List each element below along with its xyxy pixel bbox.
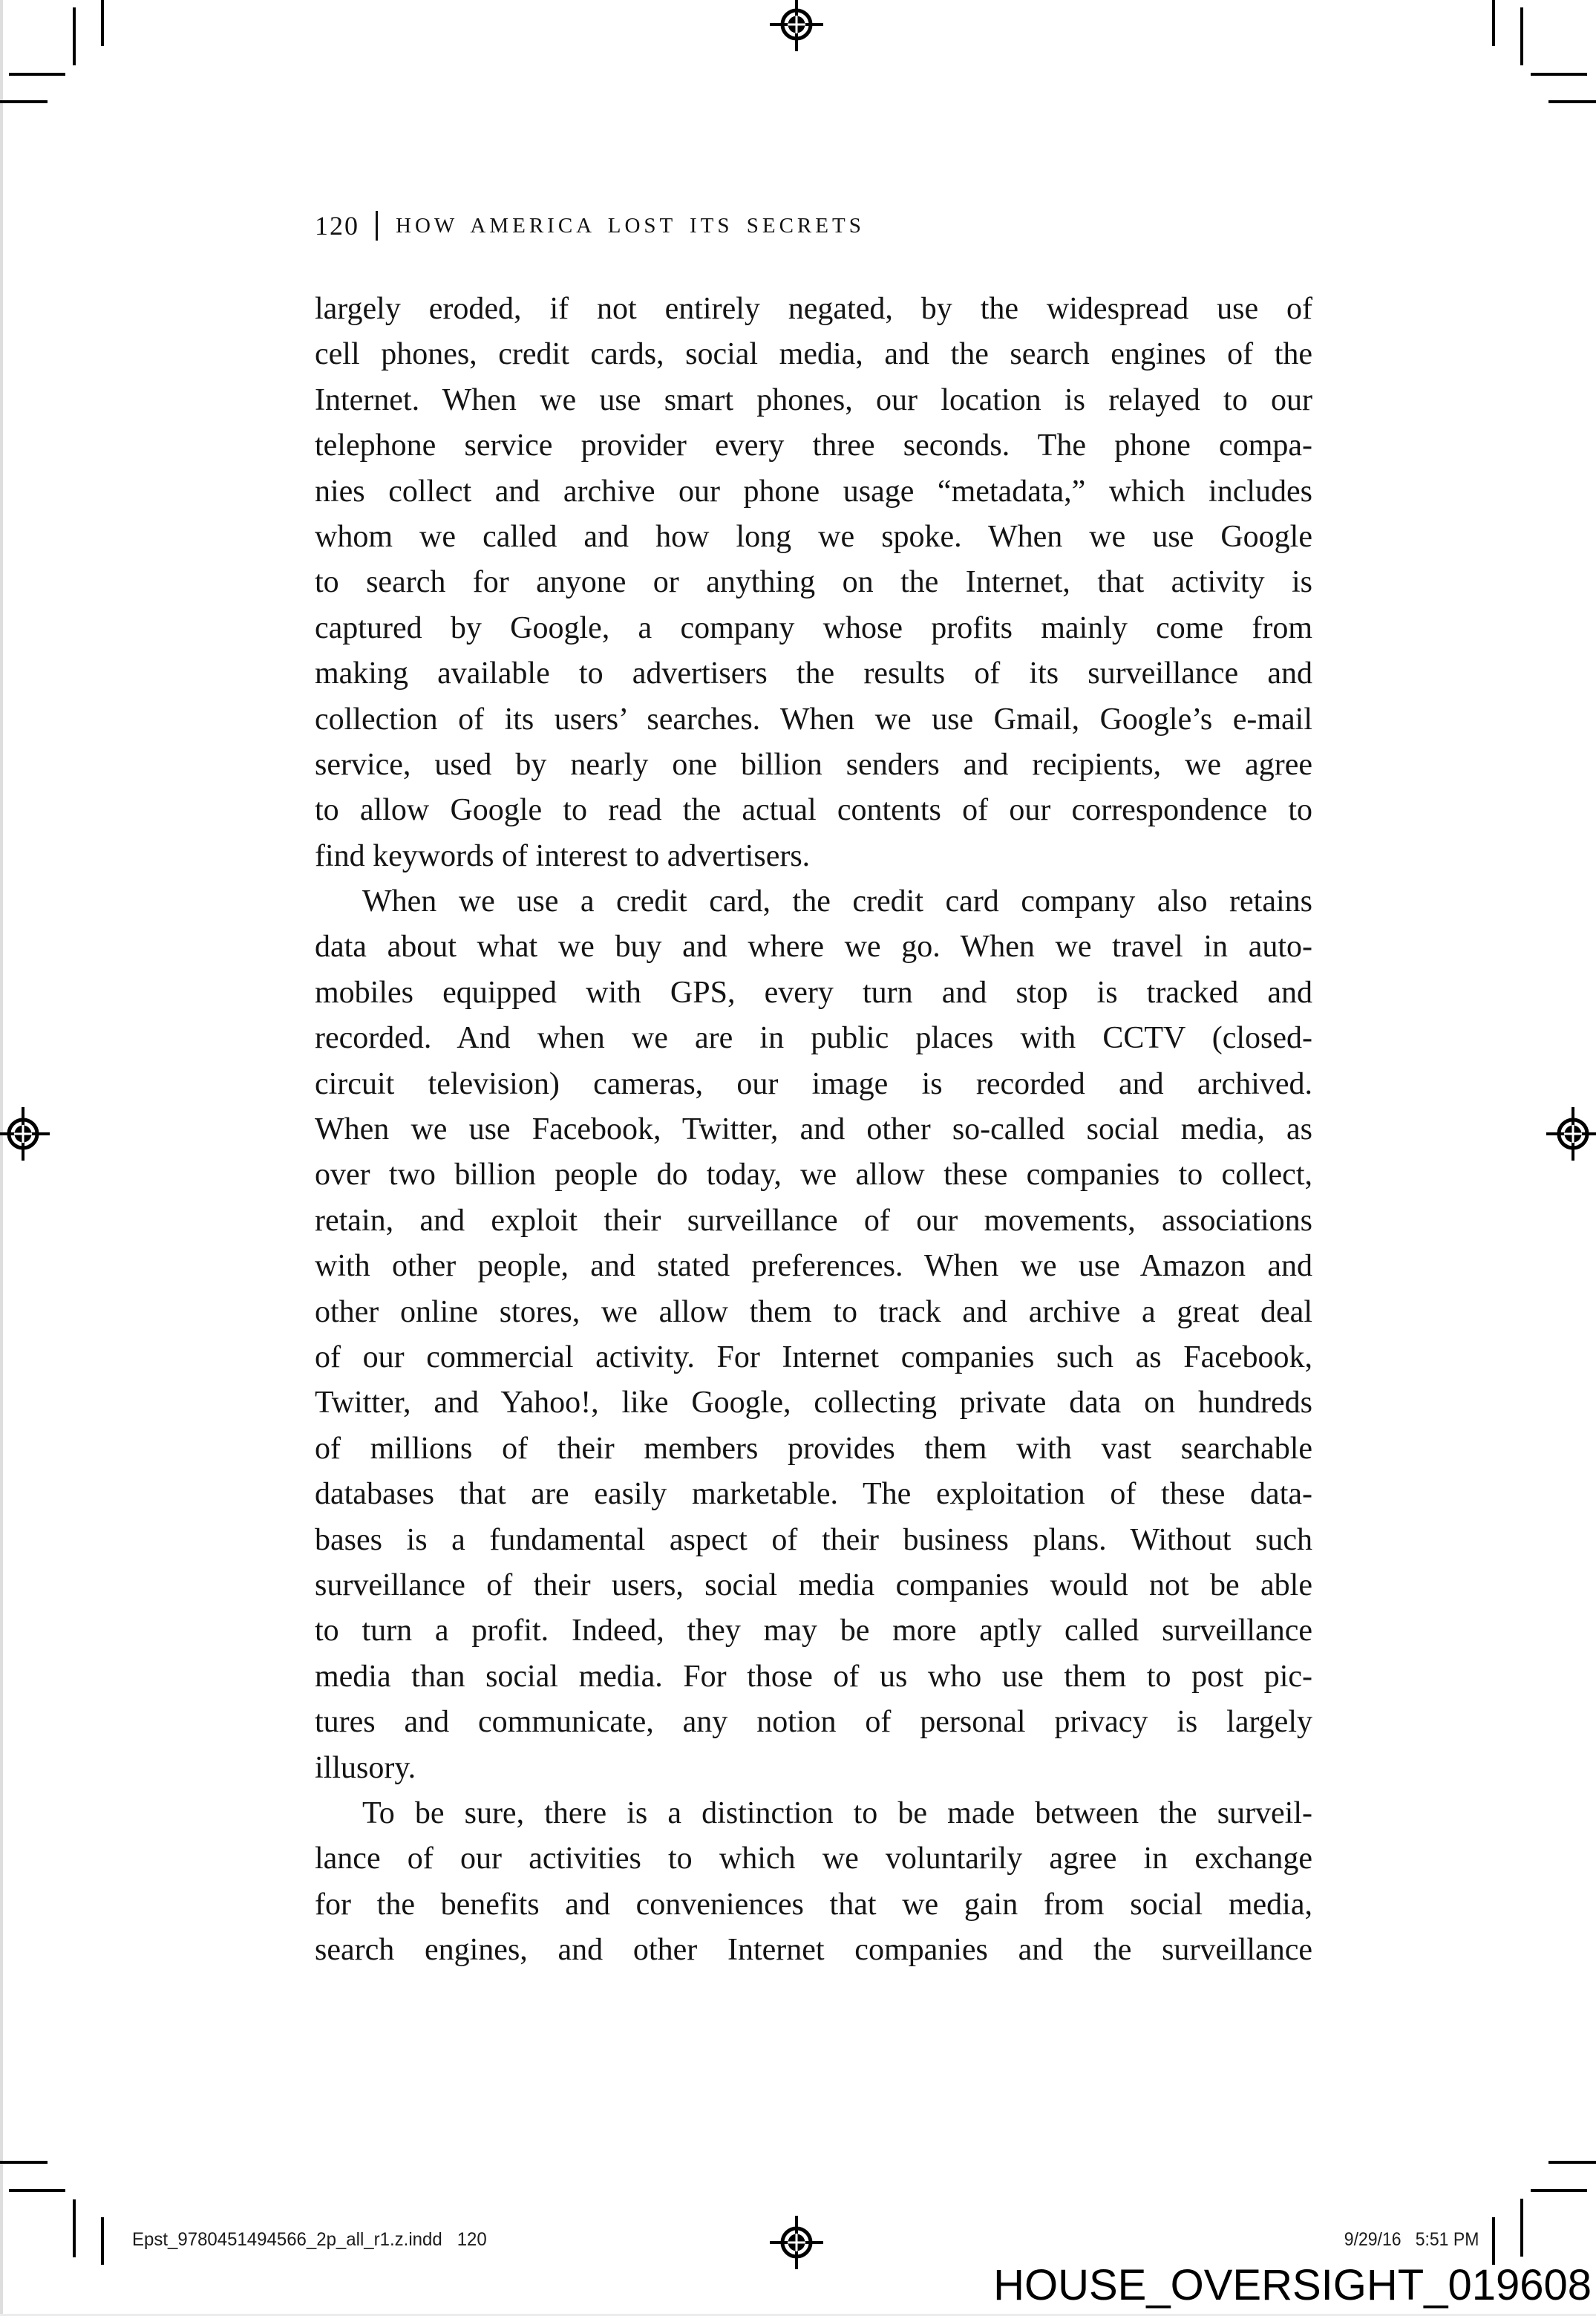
crop-mark xyxy=(73,7,76,65)
body-line: tures and communicate, any notion of personal privacy is largely xyxy=(315,1705,1312,1740)
body-line: lance of our activities to which we voluntarily agree in exchange xyxy=(315,1842,1312,1876)
header-divider xyxy=(376,211,378,241)
crop-mark xyxy=(1548,100,1596,103)
running-head xyxy=(315,209,865,243)
crop-mark xyxy=(101,0,104,46)
body-line: search engines, and other Internet companies and the surveillance xyxy=(315,1933,1312,1968)
body-line: When we use Facebook, Twitter, and other so-called social media, as xyxy=(315,1112,1312,1147)
page-number: 120 xyxy=(315,211,359,241)
registration-mark-icon xyxy=(1543,1104,1596,1164)
crop-mark xyxy=(1492,2217,1495,2265)
body-line: cell phones, credit cards, social media, and the search engines of the xyxy=(315,337,1312,372)
body-line: To be sure, there is a distinction to be made between the surveil- xyxy=(362,1795,1312,1830)
body-line: telephone service provider every three seconds. The phone compa- xyxy=(315,428,1312,463)
body-line: Internet. When we use smart phones, our location is relayed to our xyxy=(315,382,1312,417)
body-line: find keywords of interest to advertisers. xyxy=(315,838,811,873)
body-line: illusory. xyxy=(315,1750,416,1785)
body-line: media than social media. For those of us who use them to post pic- xyxy=(315,1659,1312,1694)
crop-mark xyxy=(1520,7,1523,65)
body-line: other online stores, we allow them to track and archive a great deal xyxy=(315,1294,1312,1329)
registration-mark-icon xyxy=(0,1104,53,1164)
crop-mark xyxy=(0,100,48,103)
crop-mark xyxy=(1492,0,1495,46)
body-line: to allow Google to read the actual contents of our correspondence to xyxy=(315,793,1312,828)
body-text xyxy=(315,287,1312,1973)
body-line: recorded. And when we are in public places with CCTV (closed- xyxy=(315,1021,1312,1056)
body-line: mobiles equipped with GPS, every turn and stop is tracked and xyxy=(315,975,1312,1010)
print-slug-timestamp: 9/29/16 5:51 PM xyxy=(1344,2229,1479,2250)
book-title: HOW AMERICA LOST ITS SECRETS xyxy=(396,213,865,238)
body-line: data about what we buy and where we go. When we travel in auto- xyxy=(315,930,1312,965)
crop-mark xyxy=(9,73,65,76)
body-line: retain, and exploit their surveillance of our movements, associations xyxy=(315,1203,1312,1238)
body-line: nies collect and archive our phone usage “metadata,” which includes xyxy=(315,474,1312,509)
registration-mark-icon xyxy=(767,2213,826,2272)
bates-stamp: HOUSE_OVERSIGHT_019608 xyxy=(993,2261,1592,2309)
crop-mark xyxy=(0,2161,48,2164)
body-line: circuit television) cameras, our image is recorded and archived. xyxy=(315,1066,1312,1101)
body-line: for the benefits and conveniences that we gain from social media, xyxy=(315,1887,1312,1922)
body-line: captured by Google, a company whose profits mainly come from xyxy=(315,610,1312,645)
crop-mark xyxy=(9,2189,65,2192)
body-line: largely eroded, if not entirely negated, by the widespread use of xyxy=(315,292,1312,326)
crop-mark xyxy=(1531,73,1587,76)
crop-mark xyxy=(73,2199,76,2257)
body-line: collection of its users’ searches. When we use Gmail, Google’s e-mail xyxy=(315,702,1312,737)
crop-mark xyxy=(1520,2199,1523,2257)
body-line: over two billion people do today, we allow these companies to collect, xyxy=(315,1158,1312,1193)
body-line: whom we called and how long we spoke. When we use Google xyxy=(315,519,1312,554)
body-line: with other people, and stated preferences. When we use Amazon and xyxy=(315,1249,1312,1284)
body-line: databases that are easily marketable. The exploitation of these data- xyxy=(315,1477,1312,1512)
crop-mark xyxy=(101,2217,104,2265)
body-line: When we use a credit card, the credit card company also retains xyxy=(362,884,1312,919)
body-line: surveillance of their users, social media companies would not be able xyxy=(315,1568,1312,1602)
print-slug-filename: Epst_9780451494566_2p_all_r1.z.indd 120 xyxy=(132,2229,487,2250)
body-line: of our commercial activity. For Internet companies such as Facebook, xyxy=(315,1340,1312,1374)
crop-mark xyxy=(1548,2161,1596,2164)
body-line: Twitter, and Yahoo!, like Google, collecting private data on hundreds xyxy=(315,1386,1312,1420)
crop-mark xyxy=(1531,2189,1587,2192)
body-line: bases is a fundamental aspect of their business plans. Without such xyxy=(315,1522,1312,1557)
body-line: to turn a profit. Indeed, they may be more aptly called surveillance xyxy=(315,1614,1312,1648)
registration-mark-icon xyxy=(767,0,826,54)
body-line: making available to advertisers the results of its surveillance and xyxy=(315,656,1312,691)
body-line: service, used by nearly one billion senders and recipients, we agree xyxy=(315,747,1312,782)
body-line: to search for anyone or anything on the Internet, that activity is xyxy=(315,565,1312,600)
body-line: of millions of their members provides them with vast searchable xyxy=(315,1431,1312,1466)
